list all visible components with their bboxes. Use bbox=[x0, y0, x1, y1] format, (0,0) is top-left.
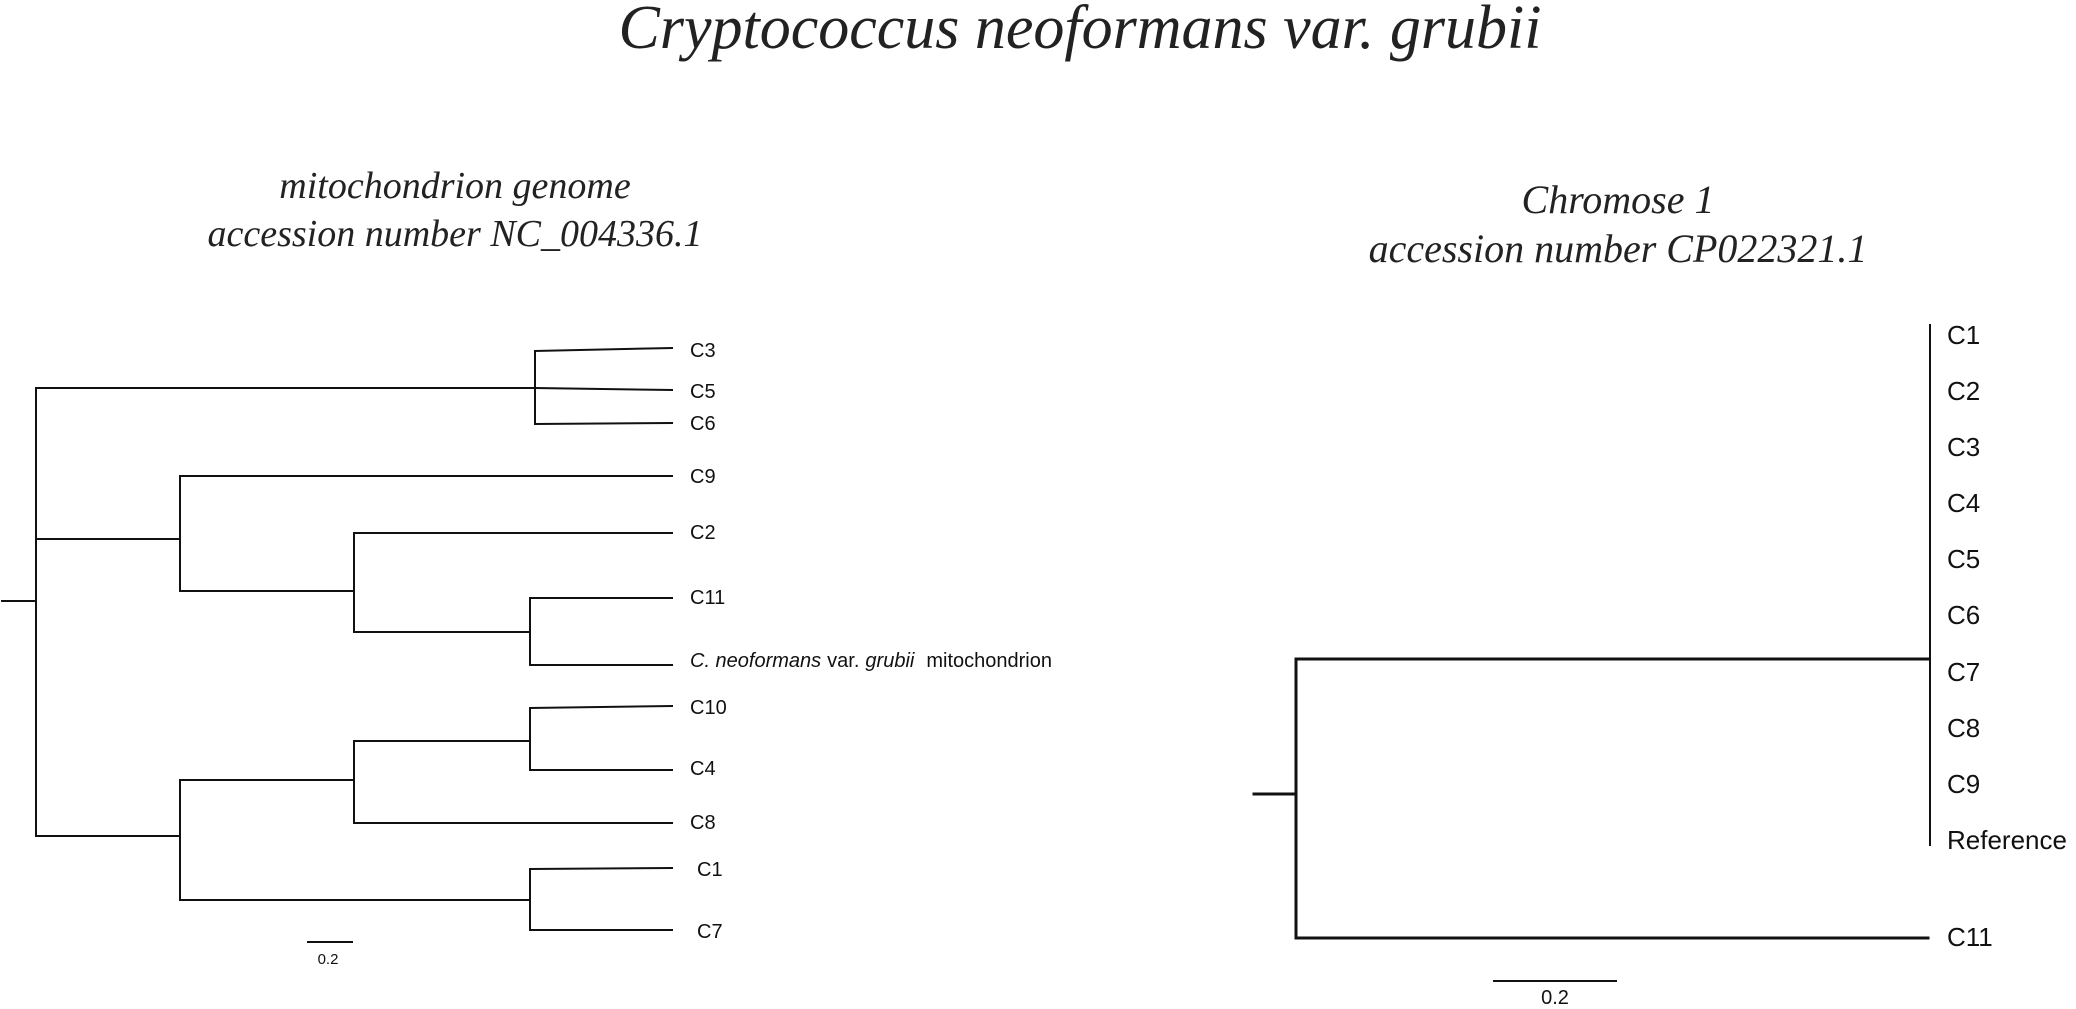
left-branch-c3 bbox=[535, 348, 672, 351]
right-leaf-c3: C3 bbox=[1947, 432, 1981, 462]
left-leaf-c5: C5 bbox=[690, 381, 716, 403]
right-tree-title-line1: Chromose 1 bbox=[1521, 177, 1715, 222]
left-tree-branches bbox=[2, 348, 672, 930]
left-leaf-c4: C4 bbox=[690, 758, 716, 780]
right-leaf-c1: C1 bbox=[1947, 320, 1981, 350]
figure-title: Cryptococcus neoformans var. grubii bbox=[618, 0, 1542, 62]
right-leaf-c2: C2 bbox=[1947, 376, 1981, 406]
right-tree-branches bbox=[1254, 325, 1930, 938]
left-leaf-c7: C7 bbox=[697, 921, 723, 943]
left-leaf-ref-italic1: C. neoformans bbox=[690, 650, 822, 672]
left-leaf-c10: C10 bbox=[690, 697, 727, 719]
right-leaf-c6: C6 bbox=[1947, 600, 1981, 630]
left-leaf-ref-italic2: grubii bbox=[865, 650, 915, 672]
left-scale-bar bbox=[308, 942, 352, 968]
left-leaf-c2: C2 bbox=[690, 522, 716, 544]
right-tree-labels bbox=[1947, 320, 2067, 952]
left-leaf-c1: C1 bbox=[697, 859, 723, 881]
left-leaf-c3: C3 bbox=[690, 340, 716, 362]
left-leaf-c8: C8 bbox=[690, 812, 716, 834]
right-tree bbox=[1254, 177, 2067, 1009]
right-tree-title-line2: accession number CP022321.1 bbox=[1368, 226, 1868, 271]
left-leaf-ref-plain2: mitochondrion bbox=[926, 650, 1052, 672]
left-leaf-c9: C9 bbox=[690, 466, 716, 488]
right-leaf-c11: C11 bbox=[1947, 922, 1993, 952]
right-leaf-c7: C7 bbox=[1947, 657, 1981, 687]
right-scale-bar-label: 0.2 bbox=[1541, 987, 1569, 1009]
left-leaf-c6: C6 bbox=[690, 413, 716, 435]
left-branch-c1 bbox=[530, 868, 672, 869]
left-leaf-c11: C11 bbox=[690, 587, 726, 609]
left-tree bbox=[2, 165, 1052, 968]
right-scale-bar bbox=[1494, 981, 1616, 1009]
right-leaf-reference: Reference bbox=[1947, 825, 2067, 855]
right-leaf-c8: C8 bbox=[1947, 713, 1981, 743]
right-leaf-c5: C5 bbox=[1947, 544, 1981, 574]
left-leaf-reference bbox=[690, 650, 1052, 672]
left-branch-c5 bbox=[535, 388, 672, 390]
left-scale-bar-label: 0.2 bbox=[317, 951, 339, 968]
left-branch-c6 bbox=[535, 423, 672, 424]
right-leaf-c4: C4 bbox=[1947, 488, 1981, 518]
left-tree-title-line1: mitochondrion genome bbox=[279, 165, 631, 207]
right-leaf-c9: C9 bbox=[1947, 769, 1981, 799]
left-branch-c10 bbox=[530, 706, 672, 708]
left-tree-labels bbox=[690, 340, 1052, 943]
left-leaf-ref-plain1: var. bbox=[827, 650, 860, 672]
left-tree-title-line2: accession number NC_004336.1 bbox=[207, 213, 703, 255]
